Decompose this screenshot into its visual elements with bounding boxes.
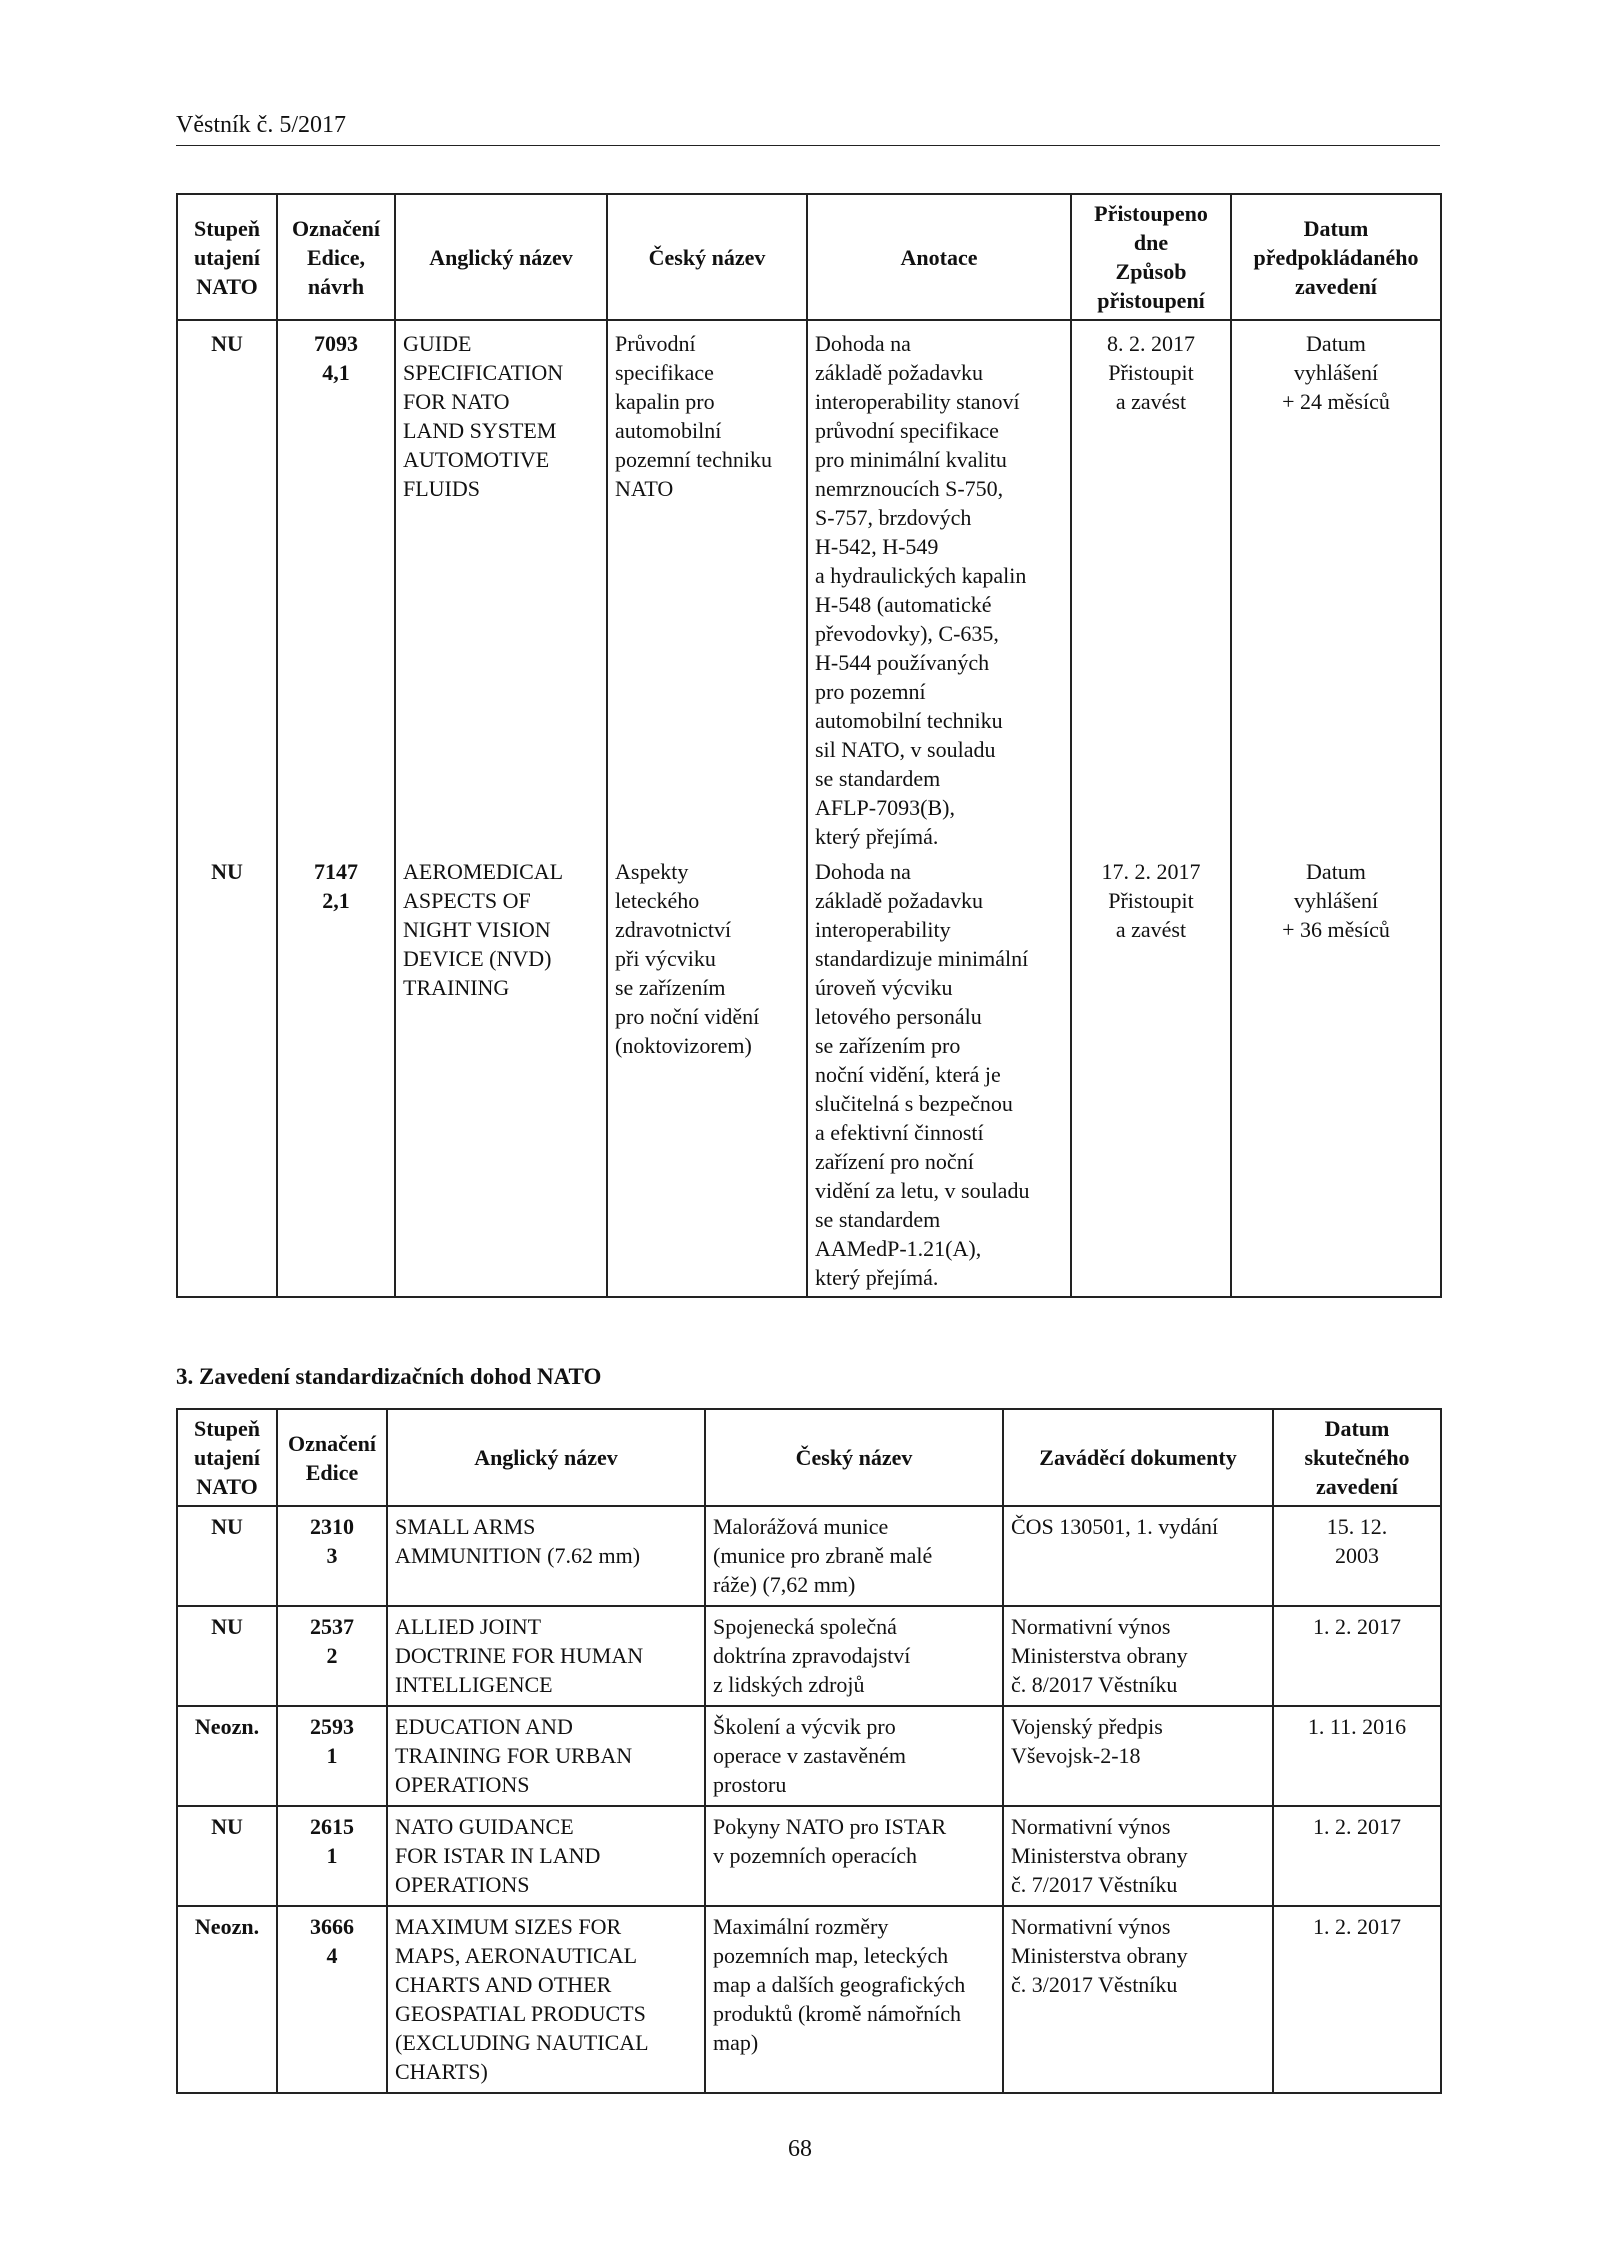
cell-designation: 7147 2,1	[277, 855, 395, 1297]
cell-designation: 2593 1	[277, 1706, 387, 1806]
cell-czech-title: Aspekty leteckého zdravotnictví při výcviku se zařízením pro noční vidění (noktovizorem)	[607, 855, 807, 1297]
table-header-row	[177, 194, 1441, 320]
cell-actual-date: 1. 11. 2016	[1273, 1706, 1441, 1806]
cell-level: Neozn.	[177, 1906, 277, 2093]
cell-actual-date: 1. 2. 2017	[1273, 1906, 1441, 2093]
cell-documents: Vojenský předpis Vševojsk-2-18	[1003, 1706, 1273, 1806]
cell-designation: 2310 3	[277, 1506, 387, 1606]
cell-actual-date: 1. 2. 2017	[1273, 1806, 1441, 1906]
col-header-designation: Označení Edice	[277, 1409, 387, 1506]
table-row	[177, 855, 1441, 1297]
cell-designation: 3666 4	[277, 1906, 387, 2093]
cell-accession: 17. 2. 2017 Přistoupit a zavést	[1071, 855, 1231, 1297]
table-row	[177, 1706, 1441, 1806]
cell-designation: 2615 1	[277, 1806, 387, 1906]
col-header-level: Stupeň utajení NATO	[177, 194, 277, 320]
col-header-accession: Přistoupeno dne Způsob přistoupení	[1071, 194, 1231, 320]
cell-documents: Normativní výnos Ministerstva obrany č. 3/2017 Věstníku	[1003, 1906, 1273, 2093]
col-header-level: Stupeň utajení NATO	[177, 1409, 277, 1506]
cell-annotation: Dohoda na základě požadavku interoperability stanoví průvodní specifikace pro minimální kvalitu nemrznoucích S-750, S-757, brzdových H-542, H-549 a hydraulických kapalin H-548 (automatické převodovky), C-635, H-544 používaných pro pozemní automobilní techniku sil NATO, v souladu se standardem AFLP-7093(B), který přejímá.	[807, 320, 1071, 855]
table-row	[177, 1606, 1441, 1706]
cell-level: NU	[177, 1506, 277, 1606]
cell-level: Neozn.	[177, 1706, 277, 1806]
page-number: 68	[788, 2136, 812, 2162]
table-row	[177, 1506, 1441, 1606]
cell-english-title: ALLIED JOINT DOCTRINE FOR HUMAN INTELLIGENCE	[387, 1606, 705, 1706]
cell-level: NU	[177, 1606, 277, 1706]
cell-documents: Normativní výnos Ministerstva obrany č. 8/2017 Věstníku	[1003, 1606, 1273, 1706]
cell-english-title: GUIDE SPECIFICATION FOR NATO LAND SYSTEM AUTOMOTIVE FLUIDS	[395, 320, 607, 855]
cell-expected-date: Datum vyhlášení + 36 měsíců	[1231, 855, 1441, 1297]
cell-designation: 2537 2	[277, 1606, 387, 1706]
cell-english-title: NATO GUIDANCE FOR ISTAR IN LAND OPERATIONS	[387, 1806, 705, 1906]
col-header-czech: Český název	[607, 194, 807, 320]
cell-level: NU	[177, 1806, 277, 1906]
cell-actual-date: 15. 12. 2003	[1273, 1506, 1441, 1606]
table-row	[177, 320, 1441, 855]
cell-actual-date: 1. 2. 2017	[1273, 1606, 1441, 1706]
cell-annotation: Dohoda na základě požadavku interoperability standardizuje minimální úroveň výcviku letového personálu se zařízením pro noční vidění, která je slučitelná s bezpečnou a efektivní činností zařízení pro noční vidění za letu, v souladu se standardem AAMedP-1.21(A), který přejímá.	[807, 855, 1071, 1297]
accession-table	[176, 193, 1442, 1298]
cell-czech-title: Pokyny NATO pro ISTAR v pozemních operacích	[705, 1806, 1003, 1906]
cell-documents: Normativní výnos Ministerstva obrany č. 7/2017 Věstníku	[1003, 1806, 1273, 1906]
cell-level: NU	[177, 855, 277, 1297]
section-title: 3. Zavedení standardizačních dohod NATO	[176, 1364, 602, 1389]
cell-czech-title: Malorážová munice (munice pro zbraně malé ráže) (7,62 mm)	[705, 1506, 1003, 1606]
cell-english-title: EDUCATION AND TRAINING FOR URBAN OPERATIONS	[387, 1706, 705, 1806]
cell-czech-title: Maximální rozměry pozemních map, leteckých map a dalších geografických produktů (kromě námořních map)	[705, 1906, 1003, 2093]
table-row	[177, 1806, 1441, 1906]
col-header-annotation: Anotace	[807, 194, 1071, 320]
col-header-documents: Zaváděcí dokumenty	[1003, 1409, 1273, 1506]
cell-czech-title: Školení a výcvik pro operace v zastavěném prostoru	[705, 1706, 1003, 1806]
col-header-actual-date: Datum skutečného zavedení	[1273, 1409, 1441, 1506]
cell-accession: 8. 2. 2017 Přistoupit a zavést	[1071, 320, 1231, 855]
cell-english-title: SMALL ARMS AMMUNITION (7.62 mm)	[387, 1506, 705, 1606]
col-header-designation: Označení Edice, návrh	[277, 194, 395, 320]
cell-english-title: AEROMEDICAL ASPECTS OF NIGHT VISION DEVICE (NVD) TRAINING	[395, 855, 607, 1297]
cell-expected-date: Datum vyhlášení + 24 měsíců	[1231, 320, 1441, 855]
table-row	[177, 1906, 1441, 2093]
col-header-english: Anglický název	[395, 194, 607, 320]
implementation-table	[176, 1408, 1442, 2094]
col-header-czech: Český název	[705, 1409, 1003, 1506]
cell-czech-title: Průvodní specifikace kapalin pro automobilní pozemní techniku NATO	[607, 320, 807, 855]
cell-designation: 7093 4,1	[277, 320, 395, 855]
cell-documents: ČOS 130501, 1. vydání	[1003, 1506, 1273, 1606]
table-header-row	[177, 1409, 1441, 1506]
col-header-english: Anglický název	[387, 1409, 705, 1506]
cell-czech-title: Spojenecká společná doktrína zpravodajství z lidských zdrojů	[705, 1606, 1003, 1706]
cell-english-title: MAXIMUM SIZES FOR MAPS, AERONAUTICAL CHARTS AND OTHER GEOSPATIAL PRODUCTS (EXCLUDING NAUTICAL CHARTS)	[387, 1906, 705, 2093]
header-rule	[176, 145, 1440, 146]
cell-level: NU	[177, 320, 277, 855]
running-head: Věstník č. 5/2017	[176, 112, 346, 138]
col-header-expected-date: Datum předpokládaného zavedení	[1231, 194, 1441, 320]
